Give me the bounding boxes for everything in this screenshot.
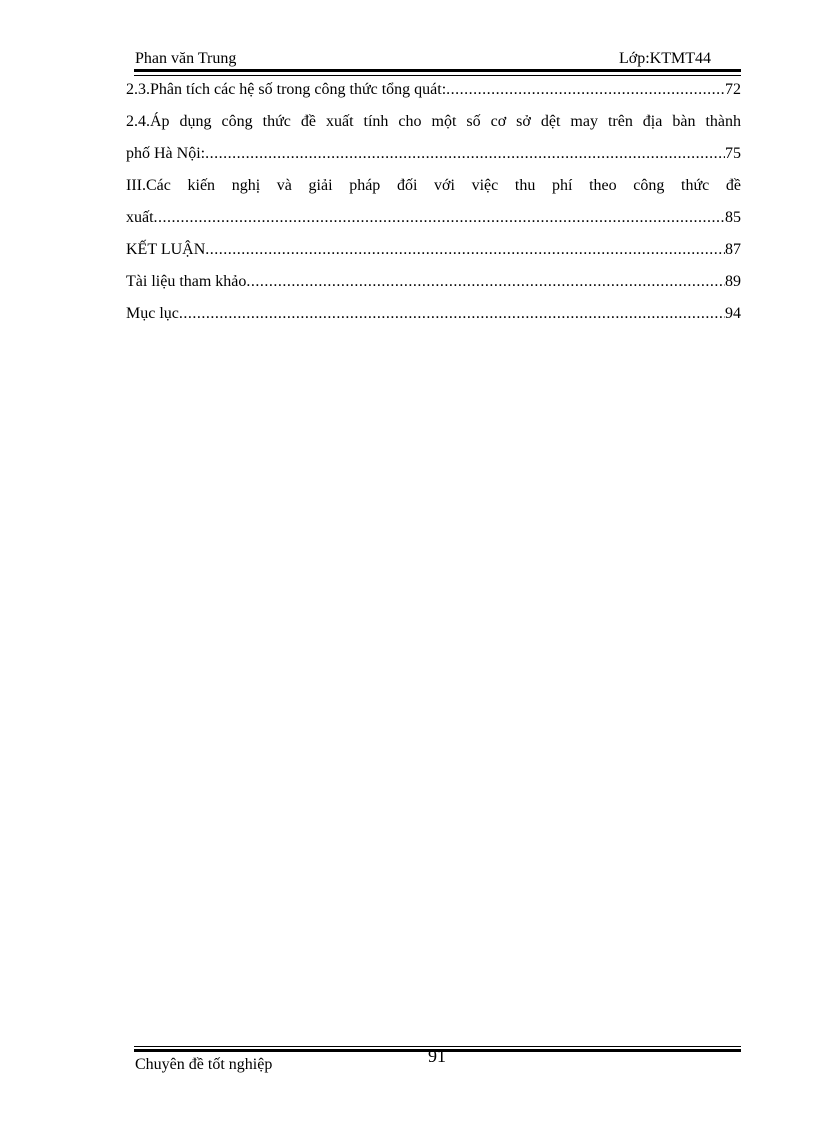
header-rule-thin xyxy=(134,75,741,76)
toc-entry xyxy=(126,78,741,110)
toc-entry-page: 87 xyxy=(725,241,741,258)
toc-entry xyxy=(126,238,741,270)
toc-entry-page: 85 xyxy=(725,209,741,226)
toc-entry-label: 2.4.Áp dụng công thức đề xuất tính cho một số cơ sở dệt may trên địa bàn thành xyxy=(126,113,741,130)
toc-entry-label: Tài liệu tham khảo xyxy=(126,273,247,290)
toc-leader xyxy=(179,302,725,326)
toc-entry-label: Mục lục xyxy=(126,305,179,322)
toc-entry-label: 2.3.Phân tích các hệ số trong công thức tổng quát: xyxy=(126,81,447,98)
toc-leader xyxy=(205,238,725,262)
toc-entry xyxy=(126,270,741,302)
toc-entry-label: phố Hà Nội: xyxy=(126,145,206,162)
toc-entry xyxy=(126,302,741,334)
toc-entry-page: 94 xyxy=(725,305,741,322)
toc-leader xyxy=(205,142,725,166)
toc-entry-page: 89 xyxy=(725,273,741,290)
toc-entry xyxy=(126,206,741,238)
toc-entry-label: KẾT LUẬN xyxy=(126,241,206,258)
page-number: 91 xyxy=(428,1046,446,1066)
toc-entry-page: 72 xyxy=(725,81,741,98)
toc-entry xyxy=(126,174,741,206)
toc-leader xyxy=(246,270,725,294)
footer-title: Chuyên đề tốt nghiệp xyxy=(135,1056,273,1073)
toc-leader xyxy=(446,78,725,102)
table-of-contents xyxy=(126,78,741,334)
header-author: Phan văn Trung xyxy=(135,50,237,67)
toc-entry-page: 75 xyxy=(725,145,741,162)
toc-leader xyxy=(154,206,725,230)
header-class: Lớp:KTMT44 xyxy=(619,50,712,67)
toc-entry-label: xuất xyxy=(126,209,154,226)
toc-entry-label: III.Các kiến nghị và giải pháp đối với việc thu phí theo công thức đề xyxy=(126,177,741,194)
toc-entry xyxy=(126,142,741,174)
header-rule-thick xyxy=(134,69,741,72)
toc-entry xyxy=(126,110,741,142)
